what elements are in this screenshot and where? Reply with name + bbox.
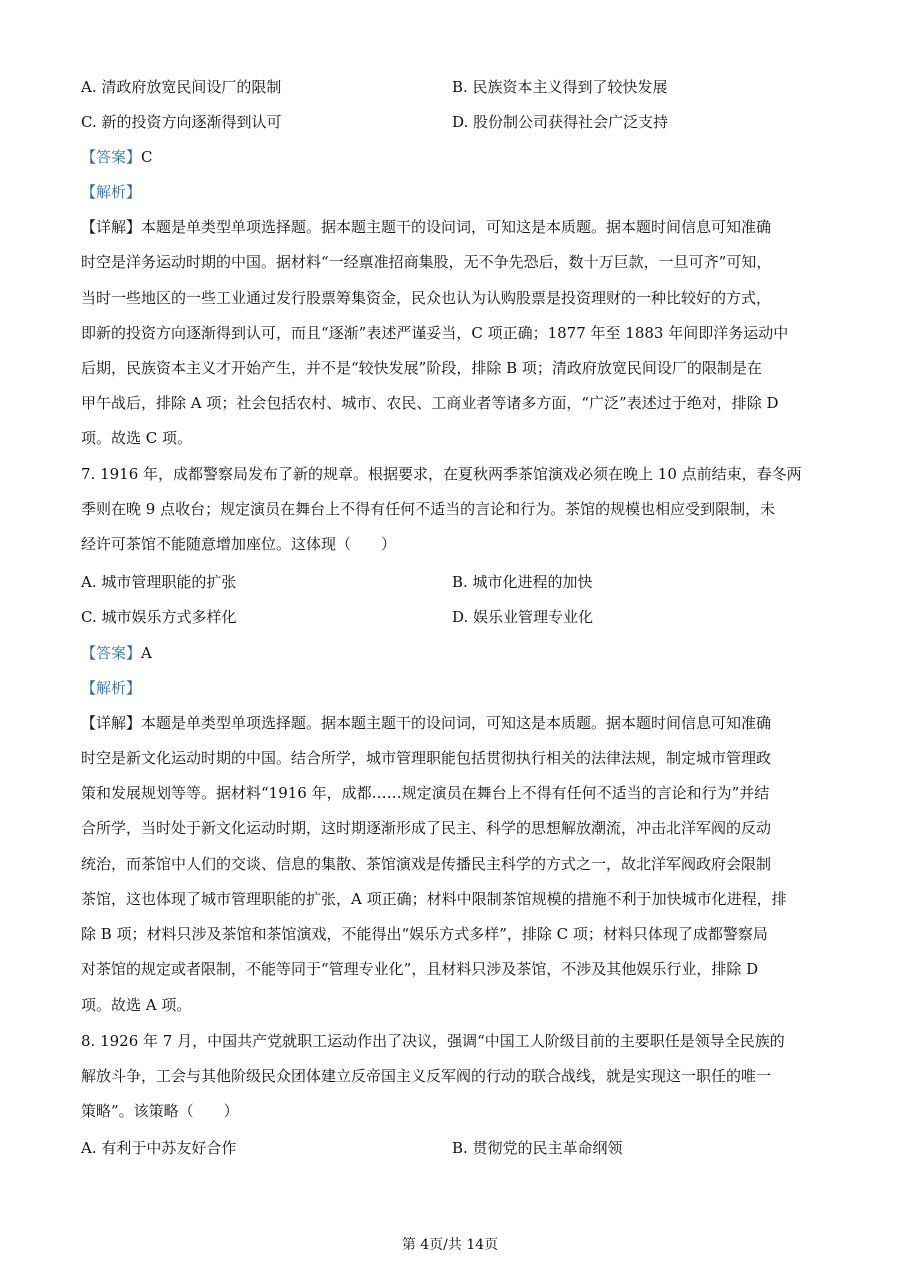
q7-option-b: B. 城市化进程的加快 xyxy=(452,573,593,591)
q7-detail-line: 策和发展规划等等。据材料“1916 年，成都……规定演员在舞台上不得有任何不适当的言论和行为”并结 xyxy=(81,784,770,802)
q7-detail-line xyxy=(81,713,821,733)
q8-option-a: A. 有利于中苏友好合作 xyxy=(81,1139,237,1157)
q7-detail-text: 本题是单类型单项选择题。据本题主题干的设问词，可知这是本质题。据本题时间信息可知准确 xyxy=(141,714,772,732)
q6-detail-line: 当时一些地区的一些工业通过发行股票筹集资金，民众也认为认购股票是投资理财的一种比较好的方式， xyxy=(81,289,772,307)
q7-stem-line: 7. 1916 年，成都警察局发布了新的规章。根据要求，在夏秋两季茶馆演戏必须在晚上 10 点前结束，春冬两 xyxy=(81,465,802,483)
q6-detail-line: 后期，民族资本主义才开始产生，并不是“较快发展”阶段，排除 B 项；清政府放宽民间设厂的限制是在 xyxy=(81,359,762,377)
q7-detail-line: 除 B 项；材料只涉及茶馆和茶馆演戏，不能得出“娱乐方式多样”，排除 C 项；材料只体现了成都警察局 xyxy=(81,925,768,943)
q8-stem-line: 解放斗争，工会与其他阶级民众团体建立反帝国主义反军阀的行动的联合战线，就是实现这一职任的唯一 xyxy=(81,1067,772,1085)
q7-answer-value: A xyxy=(141,644,152,662)
page-number-footer: 第 4页/共 14页 xyxy=(401,1237,499,1253)
q8-stem-line: 8. 1926 年 7 月，中国共产党就职工运动作出了决议，强调“中国工人阶级目前的主要职任是领导全民族的 xyxy=(81,1032,785,1050)
q6-option-d: D. 股份制公司获得社会广泛支持 xyxy=(452,113,669,131)
q7-analysis xyxy=(81,678,821,698)
q7-detail-line: 项。故选 A 项。 xyxy=(81,996,192,1014)
q6-detail-line: 时空是洋务运动时期的中国。据材料“一经禀准招商集股，无不争先恐后，数十万巨款，一旦可齐”可知， xyxy=(81,253,772,271)
q7-answer-tag: 【答案】 xyxy=(81,644,142,662)
q6-detail-line: 项。故选 C 项。 xyxy=(81,429,193,447)
q6-detail-line: 即新的投资方向逐渐得到认可，而且“逐渐”表述严谨妥当，C 项正确；1877 年至 1883 年间即洋务运动中 xyxy=(81,324,789,342)
q7-detail-line: 对茶馆的规定或者限制，不能等同于“管理专业化”，且材料只涉及茶馆，不涉及其他娱乐行业，排除 D xyxy=(81,960,759,978)
q8-stem-line: 策略”。该策略（ ） xyxy=(81,1102,239,1120)
q6-detail-tag: 【详解】 xyxy=(81,218,142,236)
q6-option-c: C. 新的投资方向逐渐得到认可 xyxy=(81,113,282,131)
q7-detail-line: 茶馆，这也体现了城市管理职能的扩张，A 项正确；材料中限制茶馆规模的措施不利于加快城市化进程，排 xyxy=(81,890,787,908)
q6-answer-tag: 【答案】 xyxy=(81,148,142,166)
q7-analysis-tag: 【解析】 xyxy=(81,679,142,697)
q7-detail-line: 统治，而茶馆中人们的交谈、信息的集散、茶馆演戏是传播民主科学的方式之一，故北洋军阀政府会限制 xyxy=(81,855,772,873)
q7-detail-line: 时空是新文化运动时期的中国。结合所学，城市管理职能包括贯彻执行相关的法律法规，制定城市管理政 xyxy=(81,749,772,767)
q7-option-a: A. 城市管理职能的扩张 xyxy=(81,573,237,591)
q8-option-b: B. 贯彻党的民主革命纲领 xyxy=(452,1139,623,1157)
q6-option-a: A. 清政府放宽民间设厂的限制 xyxy=(81,78,282,96)
q7-stem-line: 季则在晚 9 点收台；规定演员在舞台上不得有任何不适当的言论和行为。茶馆的规模也相应受到限制，未 xyxy=(81,500,776,518)
q6-answer-value: C xyxy=(141,148,153,166)
q6-option-b: B. 民族资本主义得到了较快发展 xyxy=(452,78,668,96)
q7-answer xyxy=(81,643,821,663)
q6-analysis-tag: 【解析】 xyxy=(81,183,142,201)
q7-option-c: C. 城市娱乐方式多样化 xyxy=(81,608,237,626)
q6-analysis xyxy=(81,182,821,202)
q6-detail-line xyxy=(81,217,821,237)
q6-detail-text: 本题是单类型单项选择题。据本题主题干的设问词，可知这是本质题。据本题时间信息可知准确 xyxy=(141,218,772,236)
q7-detail-tag: 【详解】 xyxy=(81,714,142,732)
q7-option-d: D. 娱乐业管理专业化 xyxy=(452,608,594,626)
q7-detail-line: 合所学，当时处于新文化运动时期，这时期逐渐形成了民主、科学的思想解放潮流，冲击北洋军阀的反动 xyxy=(81,819,772,837)
q6-detail-line: 甲午战后，排除 A 项；社会包括农村、城市、农民、工商业者等诸多方面，“广泛”表述过于绝对，排除 D xyxy=(81,394,779,412)
q6-answer xyxy=(81,147,821,167)
q7-stem-line: 经许可茶馆不能随意增加座位。这体现（ ） xyxy=(81,535,397,553)
